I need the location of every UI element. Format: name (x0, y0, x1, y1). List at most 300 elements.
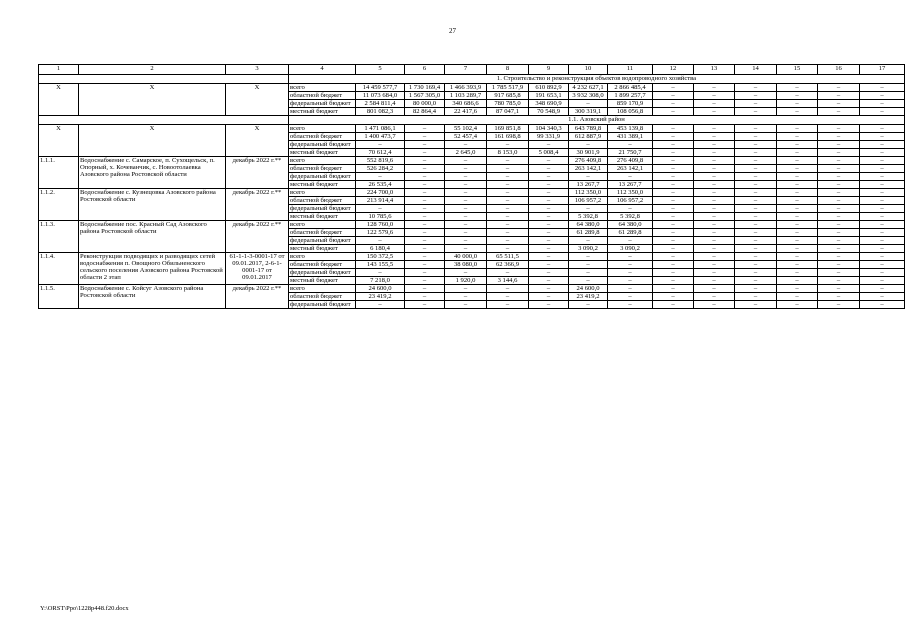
value-cell: – (860, 173, 905, 181)
project-name: Водоснабжение с. Кузнецовка Азовского района Ростовской области (79, 189, 226, 221)
funding-source-cell: федеральный бюджет (289, 100, 356, 108)
value-cell: 1 785 517,9 (487, 84, 529, 92)
value-cell: – (860, 157, 905, 165)
funding-source-cell: областной бюджет (289, 197, 356, 205)
value-cell: – (529, 221, 569, 229)
value-cell: 224 700,0 (356, 189, 405, 197)
value-cell: – (735, 277, 777, 285)
value-cell: – (860, 277, 905, 285)
project-number: 1.1.3. (39, 221, 79, 253)
value-cell: – (405, 181, 445, 189)
project-deadline: декабрь 2022 г.** (226, 285, 289, 309)
project-number: 1.1.5. (39, 285, 79, 309)
value-cell: – (860, 221, 905, 229)
value-cell: – (860, 141, 905, 149)
table-row (39, 125, 905, 133)
value-cell: – (818, 245, 860, 253)
value-cell: – (487, 237, 529, 245)
value-cell: – (735, 149, 777, 157)
value-cell: – (405, 277, 445, 285)
value-cell: – (445, 141, 487, 149)
value-cell: 3 932 308,0 (569, 92, 608, 100)
name-cell: Х (79, 84, 226, 116)
value-cell: 263 142,1 (569, 165, 608, 173)
value-cell: 14 459 577,7 (356, 84, 405, 92)
value-cell: – (608, 205, 653, 213)
value-cell: – (445, 237, 487, 245)
value-cell: – (356, 205, 405, 213)
value-cell: – (777, 269, 818, 277)
name-cell: Х (79, 125, 226, 157)
value-cell: – (653, 253, 694, 261)
value-cell: – (487, 181, 529, 189)
value-cell: – (694, 165, 735, 173)
value-cell: – (777, 133, 818, 141)
value-cell: – (608, 269, 653, 277)
value-cell: 300 319,1 (569, 108, 608, 116)
value-cell: – (529, 293, 569, 301)
value-cell: 5 392,8 (608, 213, 653, 221)
value-cell: – (860, 245, 905, 253)
value-cell: – (777, 149, 818, 157)
value-cell: – (653, 221, 694, 229)
value-cell: – (818, 293, 860, 301)
value-cell: – (356, 269, 405, 277)
value-cell: – (653, 125, 694, 133)
value-cell: – (653, 100, 694, 108)
value-cell: – (818, 229, 860, 237)
value-cell: – (529, 141, 569, 149)
column-number-cell: 15 (777, 65, 818, 75)
value-cell: – (608, 237, 653, 245)
column-number-cell: 2 (79, 65, 226, 75)
value-cell: – (860, 181, 905, 189)
value-cell: – (405, 133, 445, 141)
funding-source-cell: всего (289, 253, 356, 261)
value-cell: – (529, 237, 569, 245)
project-name: Реконструкция подводящих и разводящих сетей водоснабжения п. Овощного Обильненского сельского поселения Азовского района Ростовской области 2 этап (79, 253, 226, 285)
value-cell: – (735, 261, 777, 269)
value-cell: – (777, 141, 818, 149)
value-cell: – (653, 181, 694, 189)
value-cell: – (405, 157, 445, 165)
value-cell: – (694, 125, 735, 133)
value-cell: 191 653,1 (529, 92, 569, 100)
value-cell: – (653, 165, 694, 173)
value-cell: – (529, 197, 569, 205)
value-cell: – (818, 261, 860, 269)
value-cell: – (487, 189, 529, 197)
value-cell: – (860, 189, 905, 197)
value-cell: – (445, 301, 487, 309)
value-cell: – (694, 173, 735, 181)
value-cell: – (487, 221, 529, 229)
value-cell: – (445, 293, 487, 301)
value-cell: – (735, 141, 777, 149)
value-cell: – (818, 181, 860, 189)
value-cell: – (529, 157, 569, 165)
value-cell: 1 567 305,0 (405, 92, 445, 100)
value-cell: 82 864,4 (405, 108, 445, 116)
value-cell: – (694, 149, 735, 157)
value-cell: 70 548,9 (529, 108, 569, 116)
value-cell: 276 409,8 (569, 157, 608, 165)
value-cell: – (735, 229, 777, 237)
value-cell: – (818, 157, 860, 165)
value-cell: – (529, 181, 569, 189)
value-cell: – (694, 277, 735, 285)
value-cell: – (445, 189, 487, 197)
funding-source-cell: областной бюджет (289, 165, 356, 173)
value-cell: – (694, 245, 735, 253)
value-cell: – (653, 213, 694, 221)
value-cell: – (487, 165, 529, 173)
funding-source-cell: всего (289, 221, 356, 229)
value-cell: – (860, 301, 905, 309)
value-cell: 610 892,9 (529, 84, 569, 92)
value-cell: 26 535,4 (356, 181, 405, 189)
value-cell: – (653, 269, 694, 277)
column-number-cell: 14 (735, 65, 777, 75)
project-deadline: 61-1-1-3-0001-17 от 09.01.2017, 2-6-1-0001-17 от 09.01.2017 (226, 253, 289, 285)
value-cell: – (860, 125, 905, 133)
value-cell: – (860, 92, 905, 100)
value-cell: – (735, 173, 777, 181)
value-cell: 1 730 169,4 (405, 84, 445, 92)
value-cell: – (529, 301, 569, 309)
value-cell: 276 409,8 (608, 157, 653, 165)
value-cell: 30 901,9 (569, 149, 608, 157)
project-name: Водоснабжение пос. Красный Сад Азовского района Ростовской области (79, 221, 226, 253)
value-cell: 64 380,0 (569, 221, 608, 229)
column-number-row (39, 65, 905, 75)
project-number: 1.1.4. (39, 253, 79, 285)
value-cell: 22 417,6 (445, 108, 487, 116)
value-cell: 3 144,6 (487, 277, 529, 285)
value-cell: – (487, 173, 529, 181)
value-cell: 65 511,5 (487, 253, 529, 261)
row-number-cell: Х (39, 125, 79, 157)
value-cell: – (608, 277, 653, 285)
value-cell: – (735, 92, 777, 100)
section-1-title-row (39, 75, 905, 84)
value-cell: – (860, 269, 905, 277)
value-cell: – (405, 229, 445, 237)
value-cell: – (653, 293, 694, 301)
value-cell: – (777, 165, 818, 173)
value-cell: 5 392,8 (569, 213, 608, 221)
value-cell: – (777, 277, 818, 285)
value-cell: 61 289,8 (569, 229, 608, 237)
value-cell: 80 000,0 (405, 100, 445, 108)
value-cell: – (529, 173, 569, 181)
value-cell: – (777, 229, 818, 237)
value-cell: – (405, 213, 445, 221)
funding-source-cell: всего (289, 84, 356, 92)
value-cell: – (445, 269, 487, 277)
value-cell: – (777, 253, 818, 261)
value-cell: 150 372,5 (356, 253, 405, 261)
value-cell: – (735, 285, 777, 293)
value-cell: – (735, 165, 777, 173)
table-row (39, 253, 905, 261)
value-cell: – (735, 237, 777, 245)
funding-source-cell: федеральный бюджет (289, 269, 356, 277)
value-cell: 431 389,1 (608, 133, 653, 141)
project-number: 1.1.1. (39, 157, 79, 189)
value-cell: – (529, 245, 569, 253)
value-cell: – (777, 197, 818, 205)
value-cell: – (445, 285, 487, 293)
value-cell: – (487, 269, 529, 277)
value-cell: – (653, 205, 694, 213)
value-cell: 8 153,0 (487, 149, 529, 157)
value-cell: – (818, 221, 860, 229)
value-cell: 38 080,0 (445, 261, 487, 269)
value-cell: – (487, 157, 529, 165)
funding-source-cell: областной бюджет (289, 133, 356, 141)
value-cell: – (487, 293, 529, 301)
value-cell: – (487, 205, 529, 213)
section-1-title: 1. Строительство и реконструкция объектов водопроводного хозяйства (289, 75, 905, 84)
value-cell: 13 267,7 (569, 181, 608, 189)
page-number: 27 (449, 27, 456, 35)
value-cell: – (445, 197, 487, 205)
value-cell: – (529, 213, 569, 221)
value-cell: – (405, 253, 445, 261)
value-cell: – (735, 269, 777, 277)
column-number-cell: 16 (818, 65, 860, 75)
value-cell: – (405, 221, 445, 229)
value-cell: 55 102,4 (445, 125, 487, 133)
column-number-cell: 4 (289, 65, 356, 75)
value-cell: 4 232 627,1 (569, 84, 608, 92)
value-cell: – (818, 269, 860, 277)
value-cell: – (818, 301, 860, 309)
value-cell: – (694, 205, 735, 213)
value-cell: – (735, 213, 777, 221)
value-cell: 1 920,0 (445, 277, 487, 285)
funding-source-cell: местный бюджет (289, 277, 356, 285)
value-cell: – (608, 261, 653, 269)
value-cell: – (818, 205, 860, 213)
value-cell: 169 851,8 (487, 125, 529, 133)
value-cell: – (777, 173, 818, 181)
value-cell: – (653, 229, 694, 237)
value-cell: – (405, 165, 445, 173)
value-cell: – (653, 173, 694, 181)
value-cell: – (405, 173, 445, 181)
value-cell: – (445, 181, 487, 189)
value-cell: – (356, 301, 405, 309)
value-cell: – (777, 213, 818, 221)
column-number-cell: 9 (529, 65, 569, 75)
value-cell: – (694, 213, 735, 221)
value-cell: 23 419,2 (569, 293, 608, 301)
value-cell: – (818, 92, 860, 100)
value-cell: – (569, 269, 608, 277)
value-cell: – (405, 205, 445, 213)
value-cell: – (860, 84, 905, 92)
value-cell: – (405, 261, 445, 269)
value-cell: 24 600,0 (569, 285, 608, 293)
value-cell: – (694, 293, 735, 301)
value-cell: – (777, 181, 818, 189)
value-cell: – (777, 261, 818, 269)
value-cell: – (487, 229, 529, 237)
value-cell: – (356, 173, 405, 181)
value-cell: – (529, 253, 569, 261)
value-cell: – (818, 100, 860, 108)
value-cell: – (860, 149, 905, 157)
value-cell: – (818, 189, 860, 197)
value-cell: – (860, 253, 905, 261)
value-cell: – (694, 269, 735, 277)
value-cell: 11 073 684,0 (356, 92, 405, 100)
value-cell: – (445, 157, 487, 165)
value-cell: – (569, 261, 608, 269)
value-cell: – (860, 229, 905, 237)
value-cell: – (529, 277, 569, 285)
value-cell: – (818, 141, 860, 149)
value-cell: 7 218,0 (356, 277, 405, 285)
value-cell: – (818, 108, 860, 116)
value-cell: – (529, 205, 569, 213)
value-cell: 801 082,3 (356, 108, 405, 116)
value-cell: – (818, 165, 860, 173)
value-cell: 6 180,4 (356, 245, 405, 253)
value-cell: – (818, 253, 860, 261)
value-cell: – (777, 189, 818, 197)
value-cell: – (777, 237, 818, 245)
funding-source-cell: областной бюджет (289, 261, 356, 269)
value-cell: – (653, 133, 694, 141)
deadline-cell: Х (226, 125, 289, 157)
funding-source-cell: федеральный бюджет (289, 205, 356, 213)
value-cell: – (653, 149, 694, 157)
value-cell: – (405, 285, 445, 293)
table-row (39, 189, 905, 197)
funding-source-cell: областной бюджет (289, 92, 356, 100)
funding-source-cell: всего (289, 285, 356, 293)
value-cell: – (608, 293, 653, 301)
value-cell: 122 579,6 (356, 229, 405, 237)
value-cell: – (653, 189, 694, 197)
value-cell: 859 170,9 (608, 100, 653, 108)
value-cell: 643 789,8 (569, 125, 608, 133)
value-cell: 213 914,4 (356, 197, 405, 205)
value-cell: – (405, 245, 445, 253)
value-cell: 5 008,4 (529, 149, 569, 157)
value-cell: – (529, 229, 569, 237)
value-cell: 263 142,1 (608, 165, 653, 173)
value-cell: – (777, 92, 818, 100)
value-cell: 112 350,0 (569, 189, 608, 197)
value-cell: – (735, 245, 777, 253)
value-cell: – (653, 285, 694, 293)
value-cell: – (694, 197, 735, 205)
value-cell: – (653, 84, 694, 92)
table-row (39, 84, 905, 92)
value-cell: – (405, 141, 445, 149)
value-cell: 1 466 393,9 (445, 84, 487, 92)
value-cell: – (487, 285, 529, 293)
value-cell: – (860, 293, 905, 301)
value-cell: 161 698,8 (487, 133, 529, 141)
column-number-cell: 13 (694, 65, 735, 75)
value-cell: – (445, 221, 487, 229)
value-cell: – (818, 237, 860, 245)
value-cell: – (777, 157, 818, 165)
funding-source-cell: федеральный бюджет (289, 237, 356, 245)
value-cell: 62 366,9 (487, 261, 529, 269)
value-cell: – (569, 253, 608, 261)
value-cell: – (405, 269, 445, 277)
value-cell: – (653, 237, 694, 245)
column-number-cell: 6 (405, 65, 445, 75)
value-cell: – (405, 237, 445, 245)
value-cell: – (608, 285, 653, 293)
value-cell: – (735, 133, 777, 141)
value-cell: 128 760,0 (356, 221, 405, 229)
table-row (39, 221, 905, 229)
value-cell: – (735, 253, 777, 261)
funding-source-cell: местный бюджет (289, 181, 356, 189)
value-cell: – (735, 157, 777, 165)
funding-source-cell: федеральный бюджет (289, 141, 356, 149)
empty-cell (39, 116, 289, 125)
value-cell: – (569, 141, 608, 149)
value-cell: – (487, 301, 529, 309)
value-cell: 340 686,6 (445, 100, 487, 108)
value-cell: – (445, 165, 487, 173)
value-cell: 552 819,6 (356, 157, 405, 165)
value-cell: – (777, 125, 818, 133)
value-cell: 13 267,7 (608, 181, 653, 189)
deadline-cell: Х (226, 84, 289, 116)
value-cell: 104 340,3 (529, 125, 569, 133)
value-cell: – (777, 100, 818, 108)
value-cell: – (818, 133, 860, 141)
value-cell: – (860, 261, 905, 269)
value-cell: – (529, 165, 569, 173)
value-cell: – (445, 173, 487, 181)
value-cell: – (653, 261, 694, 269)
value-cell: – (487, 245, 529, 253)
value-cell: – (694, 253, 735, 261)
value-cell: – (818, 125, 860, 133)
value-cell: 1 899 257,7 (608, 92, 653, 100)
value-cell: – (694, 221, 735, 229)
value-cell: – (860, 197, 905, 205)
value-cell: 2 584 811,4 (356, 100, 405, 108)
value-cell: – (735, 84, 777, 92)
value-cell: – (735, 181, 777, 189)
value-cell: – (818, 173, 860, 181)
section-1-1-title: 1.1. Азовский район (289, 116, 905, 125)
value-cell: 348 690,9 (529, 100, 569, 108)
value-cell: – (653, 157, 694, 165)
value-cell: 64 380,0 (608, 221, 653, 229)
value-cell: 143 155,5 (356, 261, 405, 269)
value-cell: 99 331,9 (529, 133, 569, 141)
value-cell: – (405, 189, 445, 197)
value-cell: – (694, 285, 735, 293)
value-cell: – (777, 293, 818, 301)
funding-source-cell: всего (289, 125, 356, 133)
value-cell: – (529, 269, 569, 277)
value-cell: – (818, 149, 860, 157)
